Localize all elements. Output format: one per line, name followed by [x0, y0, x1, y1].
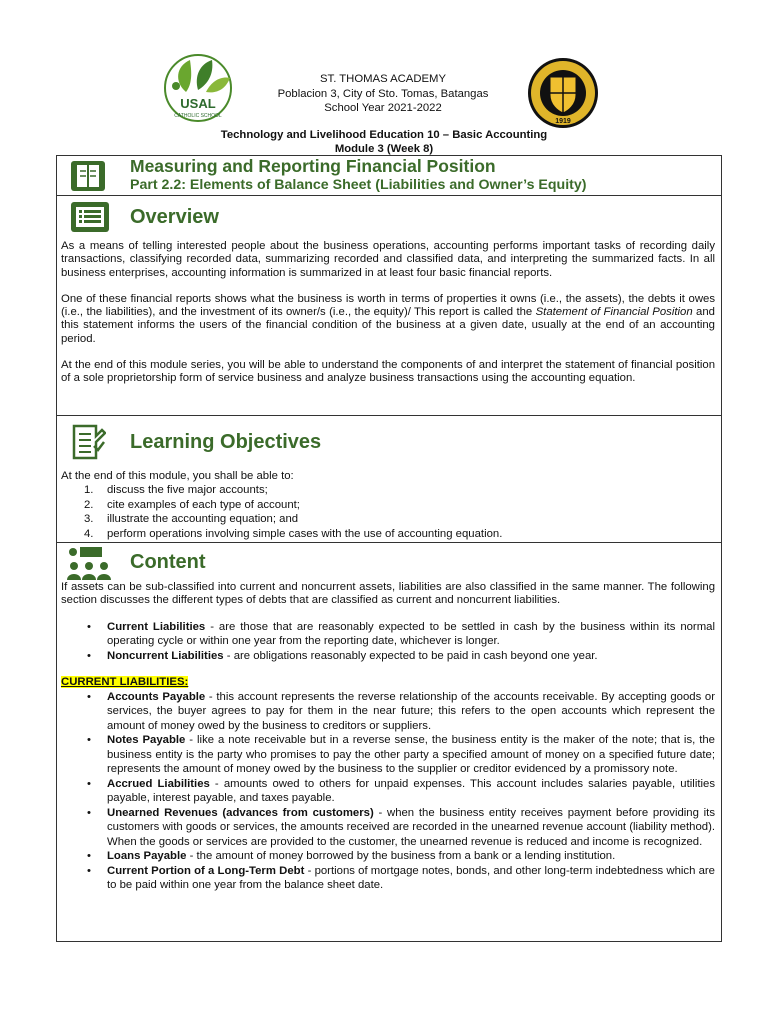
- content-heading: Content: [130, 551, 206, 573]
- list-item: • Accrued Liabilities - amounts owed to others for unpaid expenses. This account includes salaries payable, utilities payable, interest payable, and taxes payable.: [87, 777, 715, 805]
- content-intro: If assets can be sub-classified into current and noncurrent assets, liabilities are also classified in the same manner. The following section discusses the different types of debts that are classified as current and noncurrent liabilities.: [61, 581, 715, 607]
- school-address: Poblacion 3, City of Sto. Tomas, Batangas: [277, 88, 489, 100]
- page-subtitle: Part 2.2: Elements of Balance Sheet (Liabilities and Owner’s Equity): [130, 177, 587, 193]
- st-thomas-seal: [524, 57, 602, 129]
- list-item: • Loans Payable - the amount of money borrowed by the business from a bank or a lending institution.: [87, 850, 616, 863]
- overview-paragraph-3: At the end of this module series, you will be able to understand the components of and interpret the statement of financial position of a sole proprietorship form of service business and analyze business transactions using the accounting equation.: [61, 359, 715, 385]
- list-item: • Accounts Payable - this account represents the reverse relationship of the accounts receivable. By accepting goods or services, the buyer agrees to pay for them in the near future; this refers to the open accounts which represent the amount of money owed by the business to creditors or suppliers.: [87, 690, 715, 732]
- overview-heading: Overview: [130, 206, 219, 228]
- current-liabilities-heading: CURRENT LIABILITIES:: [61, 676, 189, 689]
- objective-item: 1. discuss the five major accounts;: [84, 484, 268, 497]
- usal-logo-text: USAL: [180, 96, 216, 111]
- list-item: • Noncurrent Liabilities - are obligations reasonably expected to be paid in cash beyond one year.: [87, 649, 598, 662]
- overview-paragraph-2: One of these financial reports shows what the business is worth in terms of properties it owns (i.e., the assets), the debts it owes (i.e., the liabilities), and the investment of its owner/s (i.e., the equity)/ This report is called the Statement of Financial Position and this statement informs the users of the financial condition of the business at a given date, usually at the end of an accounting period.: [61, 292, 715, 345]
- page-title: Measuring and Reporting Financial Position: [130, 156, 496, 176]
- book-icon: [70, 160, 106, 192]
- usal-logo: [156, 52, 240, 124]
- overview-text: [61, 240, 715, 386]
- list-item: • Current Portion of a Long-Term Debt - portions of mortgage notes, bonds, and other long-term indebtedness which are to be paid within one year from the balance sheet date.: [87, 864, 715, 892]
- list-item: • Notes Payable - like a note receivable but in a reverse sense, the business entity is the maker of the note; that is, the business entity is the party who promises to pay the other party a specified amount of money on a specified future date; represents the amount of money owed by the business to the supplier or creditor evidenced by a promissory note.: [87, 734, 715, 776]
- course-title: Technology and Livelihood Education 10 – Basic Accounting: [220, 129, 548, 141]
- module-label: Module 3 (Week 8): [334, 143, 434, 155]
- objective-item: 3. illustrate the accounting equation; and: [84, 513, 299, 526]
- current-liabilities-list: [61, 690, 715, 893]
- overview-paragraph-1: As a means of telling interested people about the business operations, accounting performs important tasks of recording daily transactions, classifying recorded data, summarizing recorded and classified data, and interpreting the summarized facts. In all business enterprises, accounting information is summarized in at least four basic financial reports.: [61, 240, 715, 279]
- objectives-list: [61, 483, 715, 541]
- usal-logo-caption: CATHOLIC SCHOOL: [174, 113, 222, 119]
- objective-item: 4. perform operations involving simple cases with the use of accounting equation.: [84, 527, 503, 540]
- school-year: School Year 2021-2022: [324, 102, 442, 114]
- objectives-intro: At the end of this module, you shall be able to:: [61, 470, 294, 482]
- objective-item: 2. cite examples of each type of account;: [84, 498, 300, 511]
- checklist-icon: [70, 424, 106, 460]
- content-text: [61, 581, 715, 893]
- statement-term: Statement of Financial Position: [535, 306, 693, 319]
- team-presentation-icon: [64, 546, 114, 580]
- list-item: • Current Liabilities - are those that are reasonably expected to be settled in cash by the business within its normal operating cycle or within one year from the reporting date, whichever is longer.: [87, 620, 715, 648]
- school-name: ST. THOMAS ACADEMY: [320, 73, 446, 85]
- seal-year: 1919: [555, 118, 571, 125]
- liability-types-list: [61, 620, 715, 664]
- list-document-icon: [70, 201, 110, 233]
- list-item: • Unearned Revenues (advances from customers) - when the business entity receives payment before providing its customers with goods or services, the amounts received are recorded in the unearned revenue account (liability method). When the goods or services are provided to the customer, the unearned revenue is reduced and income is recognized.: [87, 806, 715, 848]
- objectives-text: [61, 470, 715, 541]
- objectives-heading: Learning Objectives: [130, 431, 322, 453]
